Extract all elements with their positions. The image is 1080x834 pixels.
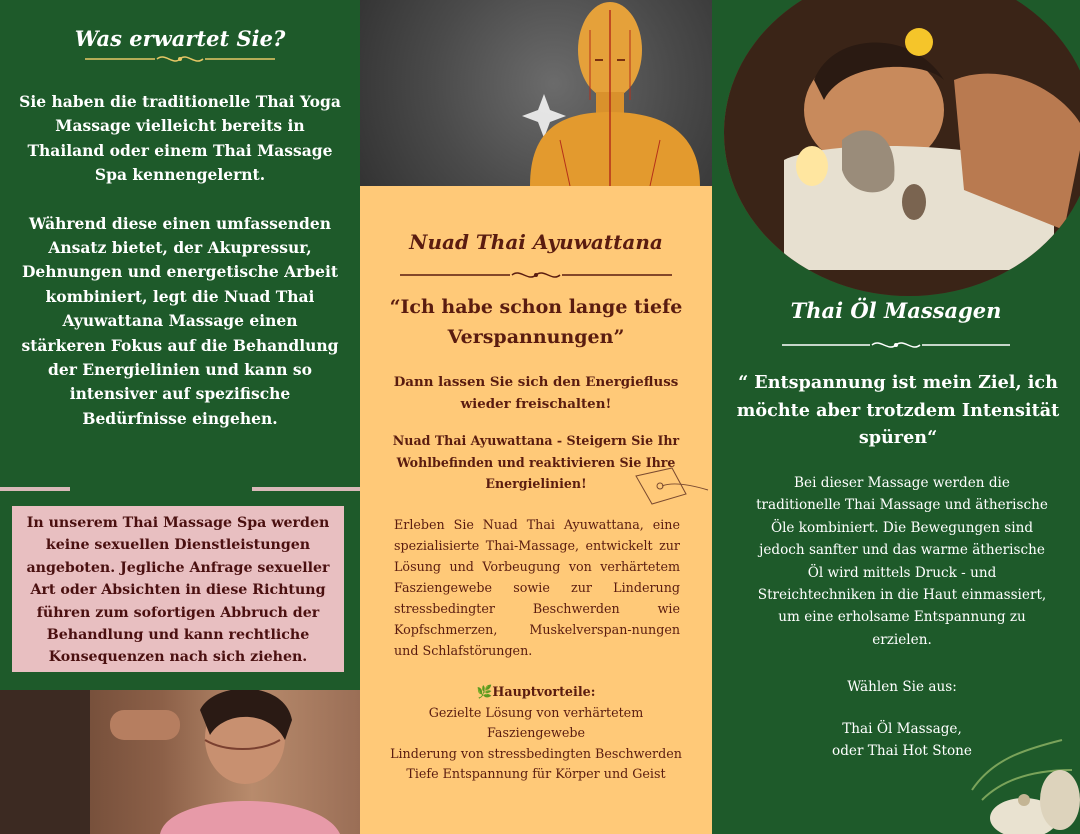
benefit-item: Tiefe Entspannung für Körper und Geist xyxy=(406,766,666,782)
middle-subtitle: Dann lassen Sie sich den Energiefluss wieder freischalten! xyxy=(393,374,679,412)
woman-stretch-illustration xyxy=(0,690,360,834)
benefits-list xyxy=(380,682,692,785)
option-item: oder Thai Hot Stone xyxy=(832,743,972,760)
acupuncture-figure-illustration xyxy=(360,0,712,186)
left-paragraph-2: Während diese einen umfassenden Ansatz bietet, der Akupressur, Dehnungen und energetische Arbeit kombiniert, legt die Nuad Thai Ayuwattana Massage einen stärkeren Fokus auf die Behandlung der Energielinien und kann so intensiver auf spezifische Bedürfnisse eingehen. xyxy=(21,213,339,428)
benefit-item: Linderung von stressbedingten Beschwerden xyxy=(390,745,682,761)
separator-line xyxy=(252,487,360,491)
oil-massage-photo xyxy=(724,0,1080,296)
ornament-divider-icon xyxy=(400,268,672,282)
oil-massage-illustration xyxy=(724,0,1080,296)
left-title: Was erwartet Sie? xyxy=(74,26,286,51)
notice-text: In unserem Thai Massage Spa werden keine sexuellen Dienstleistungen angeboten. Jegliche Anfrage sexueller Art oder Absichten in diese Richtung führen zum sofortigen Abbruch der Behandlung und kann rechtliche Konsequenzen nach sich ziehen. xyxy=(26,515,330,666)
middle-panel xyxy=(360,186,712,834)
ornament-divider-icon xyxy=(782,338,1010,352)
right-quote: “ Entspannung ist mein Ziel, ich möchte aber trotzdem Intensität spüren“ xyxy=(736,372,1060,449)
right-title: Thai Öl Massagen xyxy=(790,298,1002,323)
option-item: Thai Öl Massage, xyxy=(842,721,962,737)
hand-sketch-icon xyxy=(632,464,712,516)
acupuncture-figure-photo xyxy=(360,0,712,186)
middle-quote: “Ich habe schon lange tiefe Verspannungen” xyxy=(389,296,683,348)
middle-body-text: Erleben Sie Nuad Thai Ayuwattana, eine spezialisierte Thai-Massage, entwickelt zur Lösung und Vorbeugung von verhärtetem Fasziengewebe sowie zur Linderung stressbedingter Beschwerden wie Kopfschmerzen, Muskelverspan-nungen und Schlafstörungen. xyxy=(394,517,680,658)
left-paragraph-1: Sie haben die traditionelle Thai Yoga Massage vielleicht bereits in Thailand oder einem Thai Massage Spa kennengelernt. xyxy=(19,92,341,185)
separator-line xyxy=(0,487,70,491)
herb-leaf-icon: 🌿 xyxy=(476,684,493,699)
ornament-divider-icon xyxy=(85,52,275,66)
right-body-text: Bei dieser Massage werden die traditionelle Thai Massage und ätherische Öle kombiniert. Die Bewegungen sind jedoch sanfter und das warme ätherische Öl wird mittels Druck - und Streichtechniken in die Haut einmassiert, um eine erholsame Entspannung zu erzielen. xyxy=(756,475,1048,648)
notice-box xyxy=(12,506,344,672)
right-panel xyxy=(712,0,1080,834)
middle-title: Nuad Thai Ayuwattana xyxy=(409,230,663,254)
herbal-compress-icon xyxy=(962,730,1080,834)
middle-subtitle-2: Nuad Thai Ayuwattana - Steigern Sie Ihr Wohlbefinden und reaktivieren Sie Ihre Energielinien! xyxy=(392,433,680,491)
benefit-item: Gezielte Lösung von verhärtetem Fasziengewebe xyxy=(428,704,644,741)
benefits-heading xyxy=(380,682,692,703)
woman-stretch-photo xyxy=(0,690,360,834)
left-intro-text xyxy=(18,90,342,431)
left-panel xyxy=(0,0,360,834)
right-choose-label: Wählen Sie aus: xyxy=(847,679,957,695)
benefits-heading-text: Hauptvorteile: xyxy=(492,684,596,699)
